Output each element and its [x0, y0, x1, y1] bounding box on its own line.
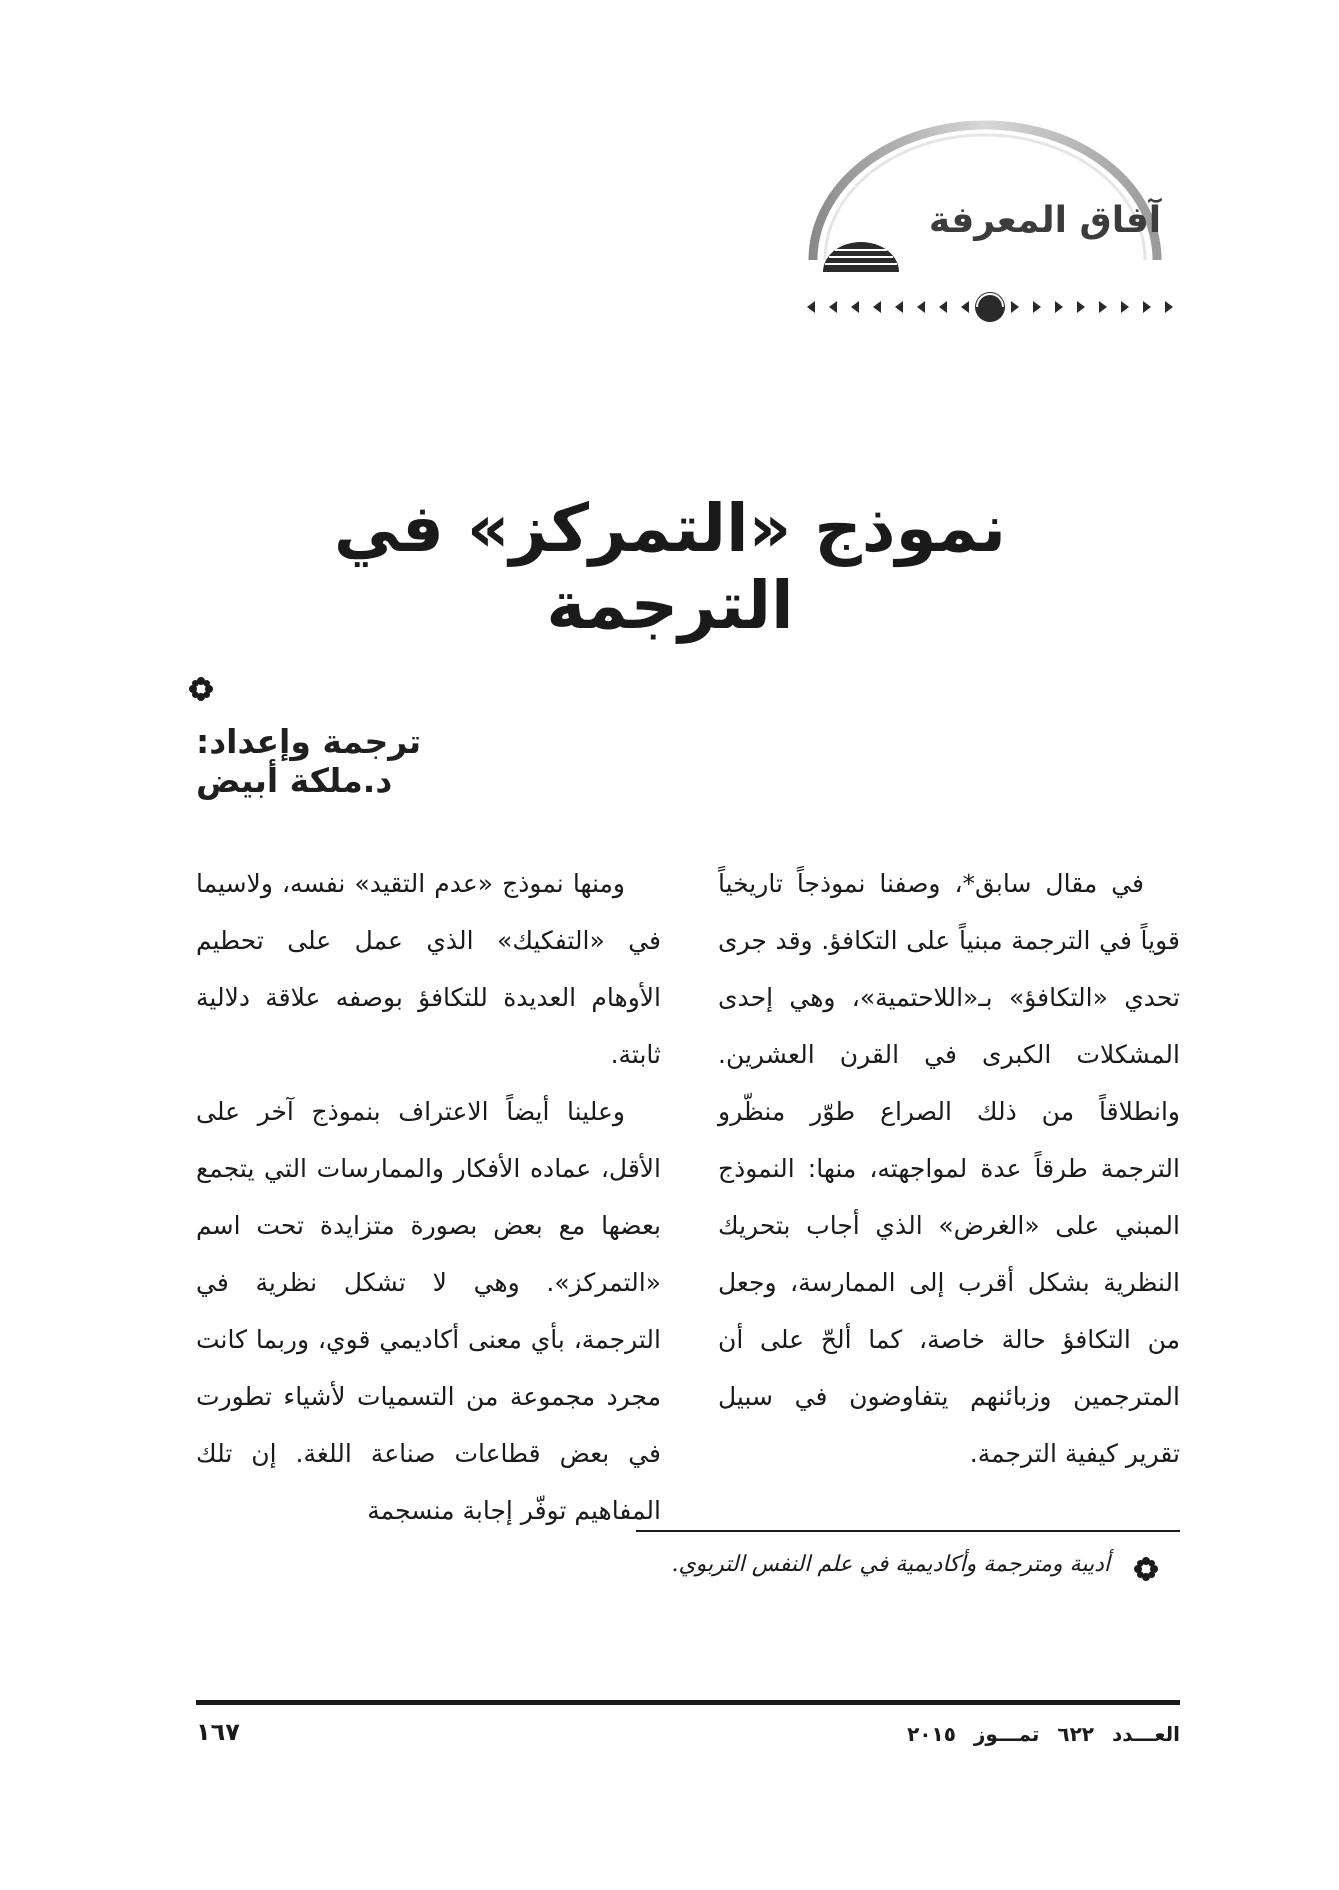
issue-month: تمـــوز	[973, 1722, 1040, 1746]
footnote-divider	[636, 1530, 1180, 1532]
author-name: د.ملكة أبيض	[196, 761, 393, 800]
issue-info	[830, 1722, 1180, 1746]
body-column-left	[196, 855, 661, 1539]
author-line	[196, 722, 600, 800]
author-label: ترجمة وإعداد:	[196, 722, 422, 761]
flower-ornament-icon	[188, 676, 214, 702]
article-title: نموذج «التمركز» في الترجمة	[333, 490, 1007, 644]
header-logo	[795, 112, 1185, 327]
paragraph: وعلينا أيضاً الاعتراف بنموذج آخر على الأقل، عماده الأفكار والممارسات التي يتجمع بعضها مع بعض بصورة متزايدة تحت اسم «التمركز». وهي لا تشكل نظرية في الترجمة، بأي معنى أكاديمي قوي، وربما كانت مجرد مجموعة من التسميات لأشياء تطورت في بعض قطاعات صناعة اللغة. إن تلك المفاهيم توفّر إجابة منسجمة	[196, 1097, 661, 1525]
footer-divider	[196, 1700, 1180, 1705]
issue-label: العـــدد	[1112, 1722, 1180, 1746]
paragraph: ومنها نموذج «عدم التقيد» نفسه، ولاسيما في «التفكيك» الذي عمل على تحطيم الأوهام العديدة للتكافؤ بوصفه علاقة دلالية ثابتة.	[196, 869, 661, 1069]
issue-year: ٢٠١٥	[907, 1722, 956, 1746]
logo-title: آفاق المعرفة	[928, 200, 1162, 241]
page-number: ١٦٧	[196, 1718, 240, 1746]
issue-number: ٦٢٢	[1057, 1722, 1095, 1746]
footnote-text: أديبة ومترجمة وأكاديمية في علم النفس التربوي.	[671, 1552, 1110, 1577]
paragraph: في مقال سابق*، وصفنا نموذجاً تاريخياً قوياً في الترجمة مبنياً على التكافؤ. وقد جرى تحدي «التكافؤ» بـ«اللاحتمية»، وهي إحدى المشكلات الكبرى في القرن العشرين. وانطلاقاً من ذلك الصراع طوّر منظّرو الترجمة طرقاً عدة لمواجهته، منها: النموذج المبني على «الغرض» الذي أجاب بتحريك النظرية بشكل أقرب إلى الممارسة، وجعل من التكافؤ حالة خاصة، كما ألحّ على أن المترجمين وزبائنهم يتفاوضون في سبيل تقرير كيفية الترجمة.	[718, 869, 1180, 1468]
body-column-right	[718, 855, 1180, 1482]
